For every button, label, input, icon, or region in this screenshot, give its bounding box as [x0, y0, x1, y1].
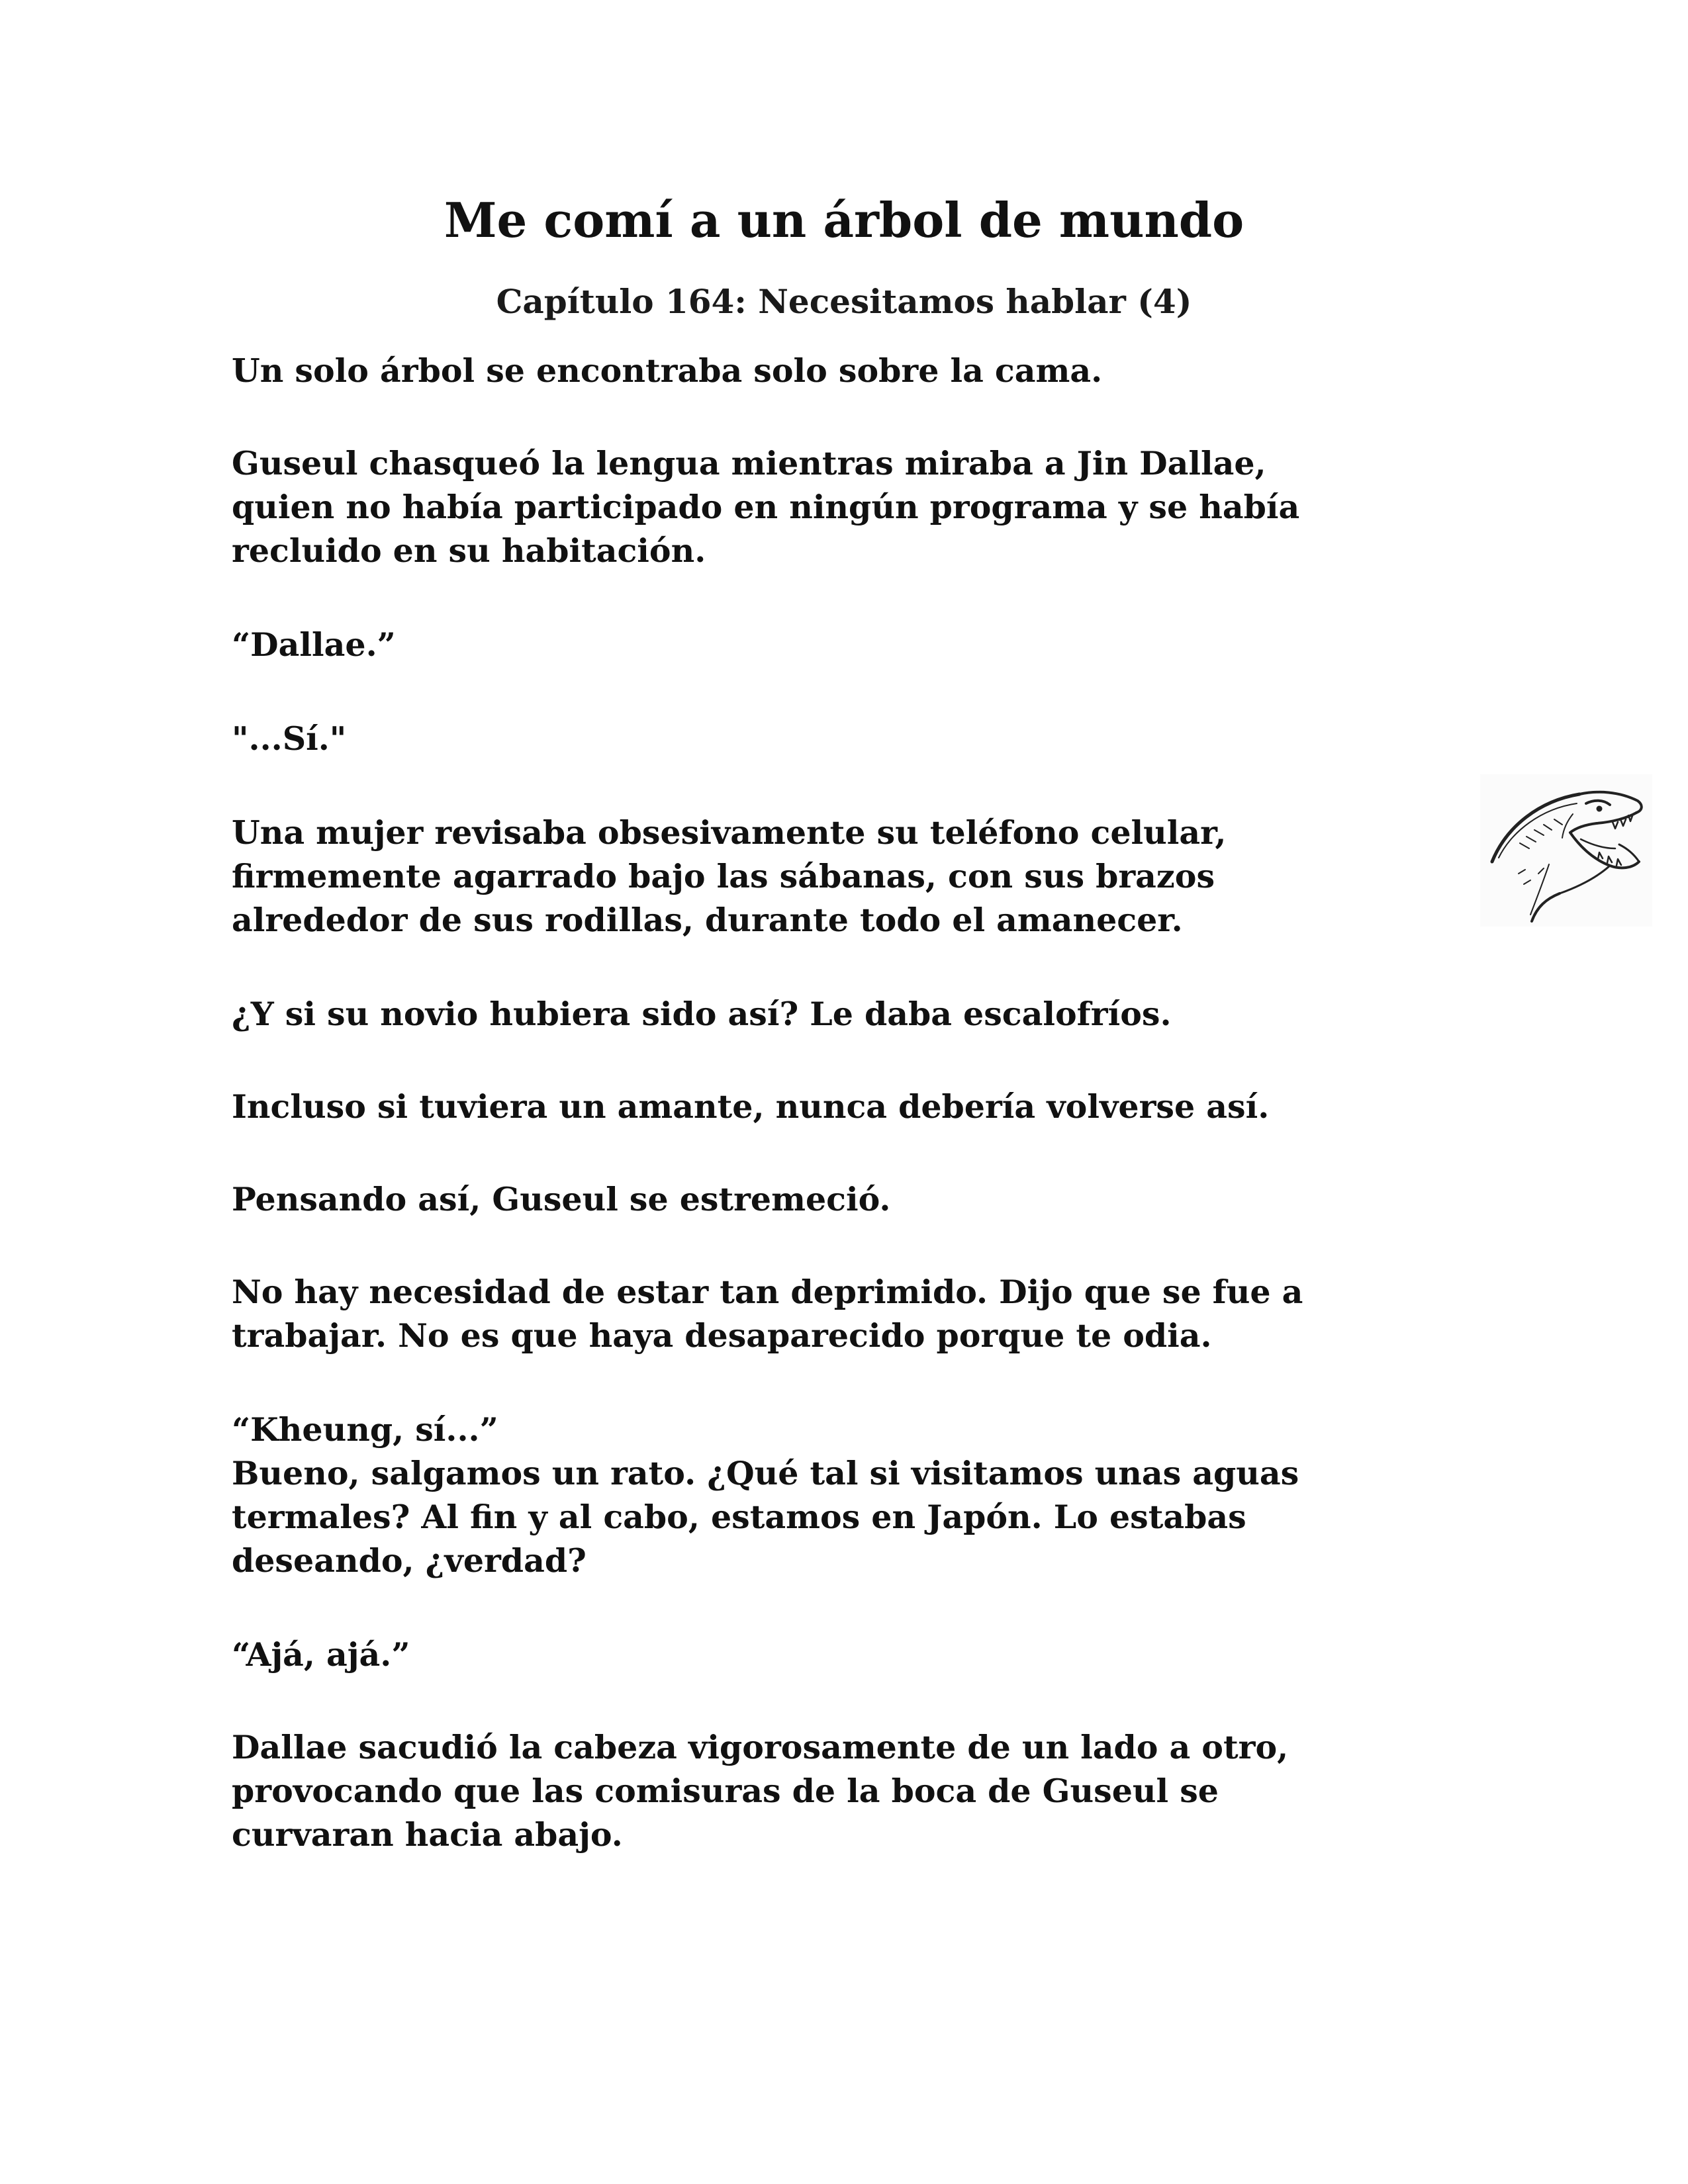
paragraph-line: Pensando así, Guseul se estremeció. [232, 1180, 891, 1218]
dialogue-line: “Dallae.” [232, 625, 396, 664]
dinosaur-head-sketch-icon [1480, 774, 1652, 927]
chapter-title: Capítulo 164: Necesitamos hablar (4) [496, 282, 1192, 321]
paragraph-line: recluido en su habitación. [232, 531, 706, 570]
paragraph-line: curvaran hacia abajo. [232, 1815, 623, 1854]
paragraph-line: trabajar. No es que haya desaparecido porque te odia. [232, 1316, 1212, 1355]
page-title: Me comí a un árbol de mundo [444, 192, 1244, 248]
paragraph-line: Guseul chasqueó la lengua mientras miraba a Jin Dallae, [232, 444, 1266, 482]
paragraph-line: alrededor de sus rodillas, durante todo el amanecer. [232, 901, 1183, 939]
paragraph-line: firmemente agarrado bajo las sábanas, con sus brazos [232, 857, 1215, 895]
paragraph-line: Bueno, salgamos un rato. ¿Qué tal si visitamos unas aguas [232, 1454, 1299, 1492]
dialogue-line: “Ajá, ajá.” [232, 1635, 410, 1674]
dialogue-line: “Kheung, sí...” [232, 1410, 498, 1449]
paragraph-line: quien no había participado en ningún programa y se había [232, 488, 1300, 526]
paragraph-line: deseando, ¿verdad? [232, 1541, 586, 1580]
paragraph-line: No hay necesidad de estar tan deprimido. Dijo que se fue a [232, 1273, 1303, 1311]
paragraph-line: Un solo árbol se encontraba solo sobre la cama. [232, 351, 1103, 390]
paragraph-line: Dallae sacudió la cabeza vigorosamente de un lado a otro, [232, 1728, 1289, 1766]
paragraph-line: Incluso si tuviera un amante, nunca debería volverse así. [232, 1087, 1270, 1126]
paragraph-line: Una mujer revisaba obsesivamente su teléfono celular, [232, 813, 1227, 852]
paragraph-line: termales? Al fin y al cabo, estamos en Japón. Lo estabas [232, 1498, 1246, 1536]
paragraph-line: ¿Y si su novio hubiera sido así? Le daba escalofríos. [232, 995, 1172, 1033]
dialogue-line: "...Sí." [232, 719, 347, 758]
paragraph-line: provocando que las comisuras de la boca de Guseul se [232, 1772, 1219, 1810]
